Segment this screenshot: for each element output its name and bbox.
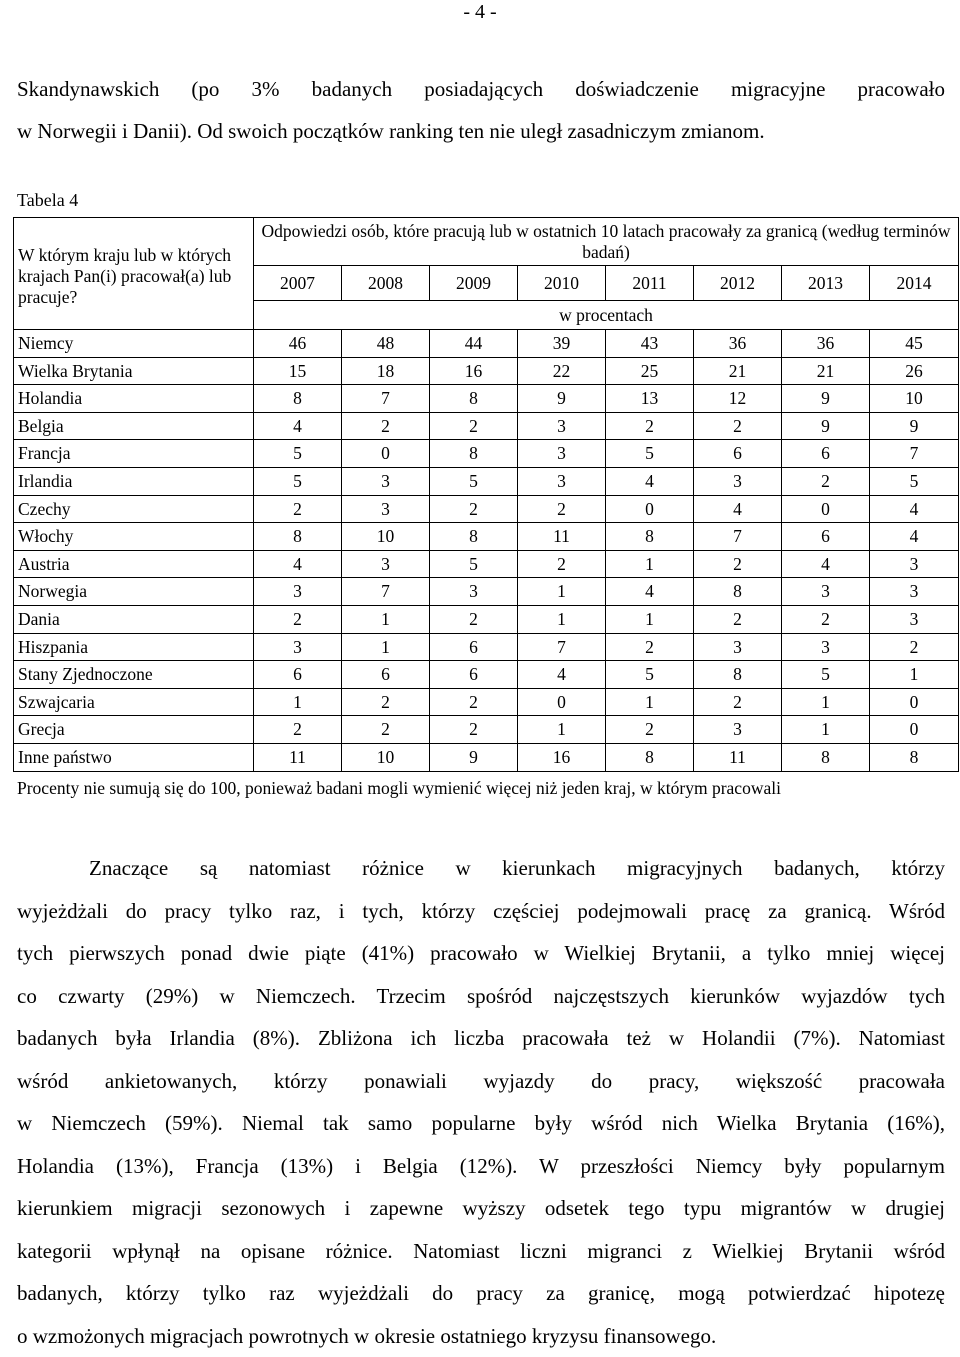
- value-cell: 5: [254, 467, 342, 495]
- value-cell: 26: [870, 357, 959, 385]
- value-cell: 46: [254, 330, 342, 358]
- table-row: [14, 330, 959, 358]
- value-cell: 11: [694, 743, 782, 771]
- table-row: [14, 743, 959, 771]
- value-cell: 3: [342, 467, 430, 495]
- value-cell: 2: [342, 716, 430, 744]
- value-cell: 21: [694, 357, 782, 385]
- value-cell: 8: [606, 523, 694, 551]
- value-cell: 6: [782, 523, 870, 551]
- value-cell: 3: [342, 495, 430, 523]
- value-cell: 2: [430, 688, 518, 716]
- value-cell: 2: [430, 716, 518, 744]
- value-cell: 1: [606, 688, 694, 716]
- paragraph-line: wyjeżdżali do pracy tylko raz, i tych, którzy częściej podejmowali pracę za granicą. Wśród: [17, 890, 945, 933]
- value-cell: 7: [518, 633, 606, 661]
- value-cell: 25: [606, 357, 694, 385]
- value-cell: 0: [342, 440, 430, 468]
- year-header: 2009: [430, 266, 518, 301]
- value-cell: 6: [694, 440, 782, 468]
- value-cell: 2: [430, 605, 518, 633]
- value-cell: 2: [606, 716, 694, 744]
- country-cell: Niemcy: [14, 330, 254, 358]
- table-row: [14, 495, 959, 523]
- country-cell: Grecja: [14, 716, 254, 744]
- table-header-row: [14, 218, 959, 266]
- value-cell: 5: [606, 661, 694, 689]
- value-cell: 48: [342, 330, 430, 358]
- value-cell: 1: [782, 688, 870, 716]
- value-cell: 2: [870, 633, 959, 661]
- value-cell: 45: [870, 330, 959, 358]
- value-cell: 2: [694, 412, 782, 440]
- table-row: [14, 440, 959, 468]
- value-cell: 0: [518, 688, 606, 716]
- value-cell: 16: [430, 357, 518, 385]
- value-cell: 1: [342, 605, 430, 633]
- year-header: 2008: [342, 266, 430, 301]
- value-cell: 5: [430, 467, 518, 495]
- unit-label: w procentach: [254, 301, 959, 330]
- value-cell: 7: [694, 523, 782, 551]
- value-cell: 4: [870, 495, 959, 523]
- value-cell: 8: [254, 385, 342, 413]
- value-cell: 3: [694, 716, 782, 744]
- table-row: [14, 467, 959, 495]
- year-header: 2014: [870, 266, 959, 301]
- value-cell: 2: [782, 605, 870, 633]
- country-cell: Inne państwo: [14, 743, 254, 771]
- value-cell: 5: [782, 661, 870, 689]
- value-cell: 4: [254, 550, 342, 578]
- value-cell: 11: [254, 743, 342, 771]
- paragraph-line: Holandia (13%), Francja (13%) i Belgia (12%). W przeszłości Niemcy były popularnym: [17, 1145, 945, 1188]
- intro-line: Skandynawskich (po 3% badanych posiadających doświadczenie migracyjne pracowało: [17, 68, 945, 110]
- value-cell: 44: [430, 330, 518, 358]
- intro-text: [17, 68, 945, 152]
- corner-header: W którym kraju lub w których krajach Pan(i) pracował(a) lub pracuje?: [14, 218, 254, 330]
- value-cell: 2: [430, 495, 518, 523]
- value-cell: 2: [430, 412, 518, 440]
- value-cell: 2: [254, 495, 342, 523]
- value-cell: 5: [870, 467, 959, 495]
- page-number: - 4 -: [0, 0, 960, 24]
- value-cell: 8: [870, 743, 959, 771]
- value-cell: 15: [254, 357, 342, 385]
- value-cell: 2: [254, 716, 342, 744]
- value-cell: 4: [606, 467, 694, 495]
- table-row: [14, 385, 959, 413]
- table-row: [14, 550, 959, 578]
- value-cell: 8: [430, 440, 518, 468]
- paragraph-line: co czwarty (29%) w Niemczech. Trzecim spośród najczęstszych kierunków wyjazdów tych: [17, 975, 945, 1018]
- year-header: 2012: [694, 266, 782, 301]
- value-cell: 36: [694, 330, 782, 358]
- value-cell: 10: [870, 385, 959, 413]
- value-cell: 6: [430, 661, 518, 689]
- table-row: [14, 578, 959, 606]
- value-cell: 2: [694, 550, 782, 578]
- value-cell: 3: [518, 412, 606, 440]
- value-cell: 2: [694, 688, 782, 716]
- value-cell: 3: [342, 550, 430, 578]
- value-cell: 3: [254, 578, 342, 606]
- value-cell: 2: [342, 412, 430, 440]
- country-cell: Belgia: [14, 412, 254, 440]
- country-cell: Szwajcaria: [14, 688, 254, 716]
- value-cell: 12: [694, 385, 782, 413]
- value-cell: 4: [254, 412, 342, 440]
- value-cell: 4: [782, 550, 870, 578]
- table-row: [14, 605, 959, 633]
- value-cell: 2: [782, 467, 870, 495]
- value-cell: 0: [782, 495, 870, 523]
- value-cell: 10: [342, 743, 430, 771]
- table-row: [14, 688, 959, 716]
- value-cell: 1: [606, 550, 694, 578]
- value-cell: 5: [430, 550, 518, 578]
- table-row: [14, 633, 959, 661]
- value-cell: 4: [518, 661, 606, 689]
- value-cell: 3: [518, 440, 606, 468]
- value-cell: 2: [342, 688, 430, 716]
- year-header: 2010: [518, 266, 606, 301]
- value-cell: 36: [782, 330, 870, 358]
- table-row: [14, 523, 959, 551]
- body-paragraph: [17, 847, 945, 1357]
- table-description: Odpowiedzi osób, które pracują lub w ostatnich 10 latach pracowały za granicą (według terminów badań): [254, 218, 959, 266]
- value-cell: 7: [342, 578, 430, 606]
- value-cell: 1: [518, 716, 606, 744]
- intro-line: w Norwegii i Danii). Od swoich początków ranking ten nie uległ zasadniczym zmianom.: [17, 110, 945, 152]
- value-cell: 1: [518, 578, 606, 606]
- value-cell: 9: [870, 412, 959, 440]
- value-cell: 2: [606, 412, 694, 440]
- value-cell: 8: [430, 385, 518, 413]
- value-cell: 8: [606, 743, 694, 771]
- country-cell: Austria: [14, 550, 254, 578]
- value-cell: 3: [430, 578, 518, 606]
- country-cell: Stany Zjednoczone: [14, 661, 254, 689]
- value-cell: 9: [782, 412, 870, 440]
- value-cell: 13: [606, 385, 694, 413]
- value-cell: 1: [342, 633, 430, 661]
- value-cell: 1: [518, 605, 606, 633]
- table-body: [14, 218, 959, 772]
- country-cell: Francja: [14, 440, 254, 468]
- value-cell: 7: [870, 440, 959, 468]
- year-header: 2007: [254, 266, 342, 301]
- table-row: [14, 661, 959, 689]
- value-cell: 3: [870, 578, 959, 606]
- value-cell: 6: [342, 661, 430, 689]
- value-cell: 2: [694, 605, 782, 633]
- value-cell: 0: [870, 716, 959, 744]
- value-cell: 10: [342, 523, 430, 551]
- value-cell: 6: [782, 440, 870, 468]
- value-cell: 1: [782, 716, 870, 744]
- table-row: [14, 412, 959, 440]
- country-cell: Czechy: [14, 495, 254, 523]
- table-row: [14, 716, 959, 744]
- value-cell: 3: [782, 578, 870, 606]
- value-cell: 3: [782, 633, 870, 661]
- value-cell: 43: [606, 330, 694, 358]
- value-cell: 21: [782, 357, 870, 385]
- value-cell: 1: [606, 605, 694, 633]
- paragraph-line: kategorii wpłynął na opisane różnice. Natomiast liczni migranci z Wielkiej Brytanii wśród: [17, 1230, 945, 1273]
- value-cell: 2: [518, 550, 606, 578]
- value-cell: 5: [254, 440, 342, 468]
- value-cell: 8: [694, 661, 782, 689]
- paragraph-line: Znaczące są natomiast różnice w kierunkach migracyjnych badanych, którzy: [17, 847, 945, 890]
- migration-table: [13, 217, 959, 772]
- value-cell: 39: [518, 330, 606, 358]
- value-cell: 6: [254, 661, 342, 689]
- table-caption: Tabela 4: [17, 189, 78, 211]
- country-cell: Hiszpania: [14, 633, 254, 661]
- country-cell: Dania: [14, 605, 254, 633]
- value-cell: 22: [518, 357, 606, 385]
- value-cell: 3: [694, 633, 782, 661]
- value-cell: 6: [430, 633, 518, 661]
- value-cell: 9: [782, 385, 870, 413]
- country-cell: Wielka Brytania: [14, 357, 254, 385]
- paragraph-line: w Niemczech (59%). Niemal tak samo popularne były wśród nich Wielka Brytania (16%),: [17, 1102, 945, 1145]
- value-cell: 4: [606, 578, 694, 606]
- paragraph-line: kierunkiem migracji sezonowych i zapewne wyższy odsetek tego typu migrantów w drugiej: [17, 1187, 945, 1230]
- value-cell: 5: [606, 440, 694, 468]
- value-cell: 3: [254, 633, 342, 661]
- value-cell: 0: [606, 495, 694, 523]
- value-cell: 11: [518, 523, 606, 551]
- value-cell: 3: [694, 467, 782, 495]
- country-cell: Holandia: [14, 385, 254, 413]
- value-cell: 9: [430, 743, 518, 771]
- year-header: 2013: [782, 266, 870, 301]
- value-cell: 3: [870, 605, 959, 633]
- value-cell: 1: [254, 688, 342, 716]
- table-note: Procenty nie sumują się do 100, ponieważ badani mogli wymienić więcej niż jeden kraj, w którym pracowali: [17, 777, 781, 799]
- paragraph-line: badanych, którzy tylko raz wyjeżdżali do pracy za granicę, mogą potwierdzać hipotezę: [17, 1272, 945, 1315]
- country-cell: Norwegia: [14, 578, 254, 606]
- paragraph-line: tych pierwszych ponad dwie piąte (41%) pracowało w Wielkiej Brytanii, a tylko mniej więcej: [17, 932, 945, 975]
- value-cell: 2: [518, 495, 606, 523]
- value-cell: 18: [342, 357, 430, 385]
- value-cell: 16: [518, 743, 606, 771]
- table-row: [14, 357, 959, 385]
- value-cell: 8: [430, 523, 518, 551]
- country-cell: Włochy: [14, 523, 254, 551]
- value-cell: 8: [782, 743, 870, 771]
- value-cell: 3: [870, 550, 959, 578]
- paragraph-line: wśród ankietowanych, którzy ponawiali wyjazdy do pracy, większość pracowała: [17, 1060, 945, 1103]
- value-cell: 4: [694, 495, 782, 523]
- value-cell: 8: [694, 578, 782, 606]
- year-header: 2011: [606, 266, 694, 301]
- value-cell: 1: [870, 661, 959, 689]
- value-cell: 2: [606, 633, 694, 661]
- value-cell: 2: [254, 605, 342, 633]
- value-cell: 9: [518, 385, 606, 413]
- paragraph-line: badanych była Irlandia (8%). Zbliżona ich liczba pracowała też w Holandii (7%). Natomiast: [17, 1017, 945, 1060]
- value-cell: 8: [254, 523, 342, 551]
- value-cell: 4: [870, 523, 959, 551]
- country-cell: Irlandia: [14, 467, 254, 495]
- value-cell: 7: [342, 385, 430, 413]
- value-cell: 3: [518, 467, 606, 495]
- paragraph-line: o wzmożonych migracjach powrotnych w okresie ostatniego kryzysu finansowego.: [17, 1315, 945, 1357]
- value-cell: 0: [870, 688, 959, 716]
